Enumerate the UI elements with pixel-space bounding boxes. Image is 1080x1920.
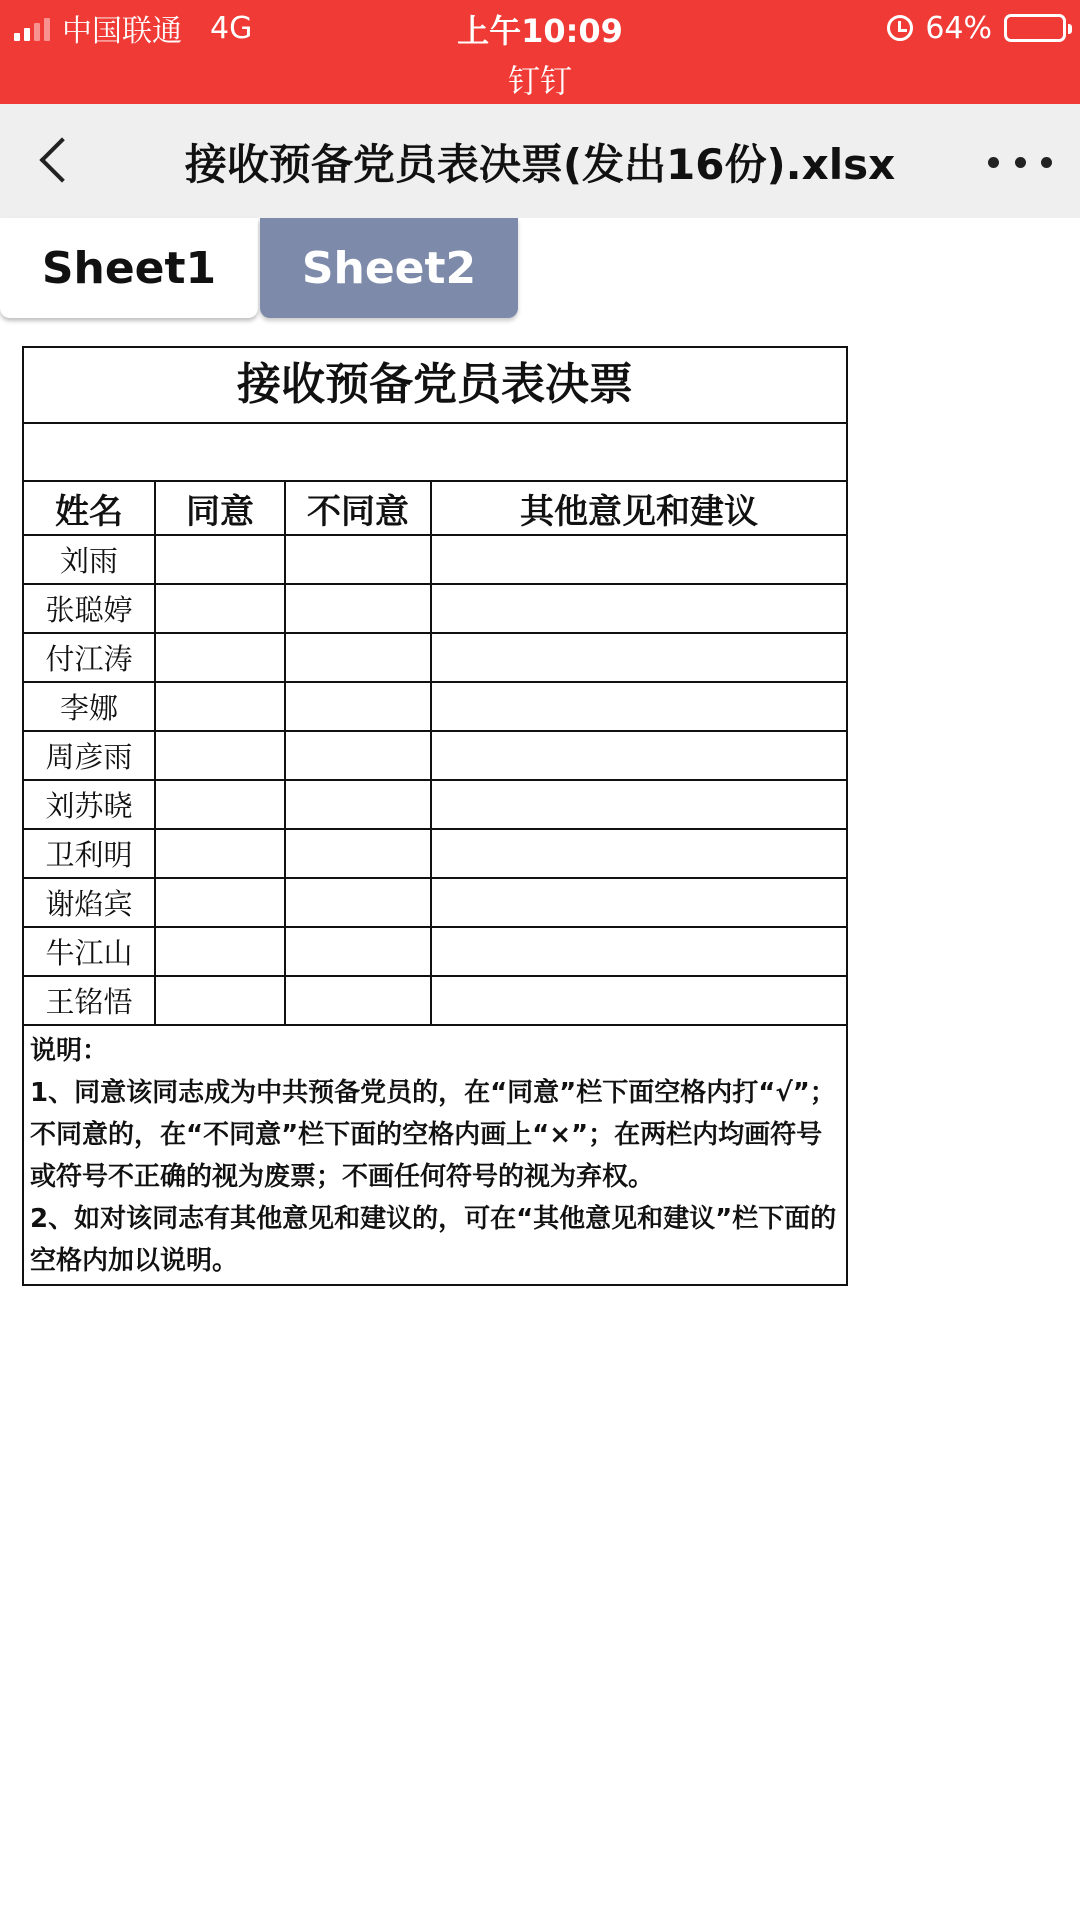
status-right [887,8,1066,48]
column-header-disagree: 不同意 [286,482,432,536]
name-cell: 刘苏晓 [24,781,156,830]
comments-cell[interactable] [432,634,846,683]
agree-cell[interactable] [156,781,286,830]
name-cell: 付江涛 [24,634,156,683]
column-header-name: 姓名 [24,482,156,536]
agree-cell[interactable] [156,585,286,634]
agree-cell[interactable] [156,683,286,732]
disagree-cell[interactable] [286,536,432,585]
disagree-cell[interactable] [286,977,432,1026]
comments-cell[interactable] [432,830,846,879]
column-header-comments: 其他意见和建议 [432,482,846,536]
comments-cell[interactable] [432,977,846,1026]
name-cell: 张聪婷 [24,585,156,634]
alarm-icon [887,15,913,41]
comments-cell[interactable] [432,732,846,781]
agree-cell[interactable] [156,830,286,879]
sheet-tabs [0,218,518,320]
disagree-cell[interactable] [286,634,432,683]
document-title: 接收预备党员表决票(发出16份).xlsx [184,140,896,189]
blank-row[interactable] [24,424,846,482]
comments-cell[interactable] [432,928,846,977]
name-cell: 李娜 [24,683,156,732]
agree-cell[interactable] [156,732,286,781]
name-cell: 牛江山 [24,928,156,977]
comments-cell[interactable] [432,536,846,585]
notes-heading: 说明： [30,1036,109,1066]
comments-cell[interactable] [432,585,846,634]
spreadsheet [22,346,848,1286]
disagree-cell[interactable] [286,879,432,928]
sheet-title: 接收预备党员表决票 [24,348,846,424]
app-name: 钉钉 [507,62,572,100]
notes-item-2: 2、如对该同志有其他意见和建议的，可在“其他意见和建议”栏下面的空格内加以说明。 [30,1204,837,1276]
notes-item-1: 1、同意该同志成为中共预备党员的，在“同意”栏下面空格内打“√”；不同意的，在“不同意”栏下面的空格内画上“×”；在两栏内均画符号或符号不正确的视为废票；不画任何符号的视为弃权。 [30,1078,836,1192]
tab-sheet1[interactable]: Sheet1 [0,218,258,318]
battery-icon [1004,14,1066,42]
name-cell: 周彦雨 [24,732,156,781]
comments-cell[interactable] [432,683,846,732]
back-icon[interactable] [30,134,84,188]
column-header-agree: 同意 [156,482,286,536]
agree-cell[interactable] [156,536,286,585]
disagree-cell[interactable] [286,732,432,781]
disagree-cell[interactable] [286,928,432,977]
disagree-cell[interactable] [286,585,432,634]
more-options-icon[interactable] [988,142,1052,182]
comments-cell[interactable] [432,879,846,928]
tab-sheet2[interactable]: Sheet2 [260,218,518,318]
battery-percent: 64% [925,10,992,46]
disagree-cell[interactable] [286,683,432,732]
comments-cell[interactable] [432,781,846,830]
network-label: 4G [210,10,253,46]
agree-cell[interactable] [156,634,286,683]
name-cell: 王铭悟 [24,977,156,1026]
name-cell: 卫利明 [24,830,156,879]
title-bar [0,104,1080,218]
disagree-cell[interactable] [286,830,432,879]
notes-section [24,1026,846,1284]
agree-cell[interactable] [156,879,286,928]
name-cell: 谢焰宾 [24,879,156,928]
disagree-cell[interactable] [286,781,432,830]
carrier-label: 中国联通 [62,14,182,49]
agree-cell[interactable] [156,977,286,1026]
name-cell: 刘雨 [24,536,156,585]
status-time: 上午10:09 [457,12,623,50]
ballot-table [24,482,846,1026]
agree-cell[interactable] [156,928,286,977]
status-bar [0,0,1080,104]
